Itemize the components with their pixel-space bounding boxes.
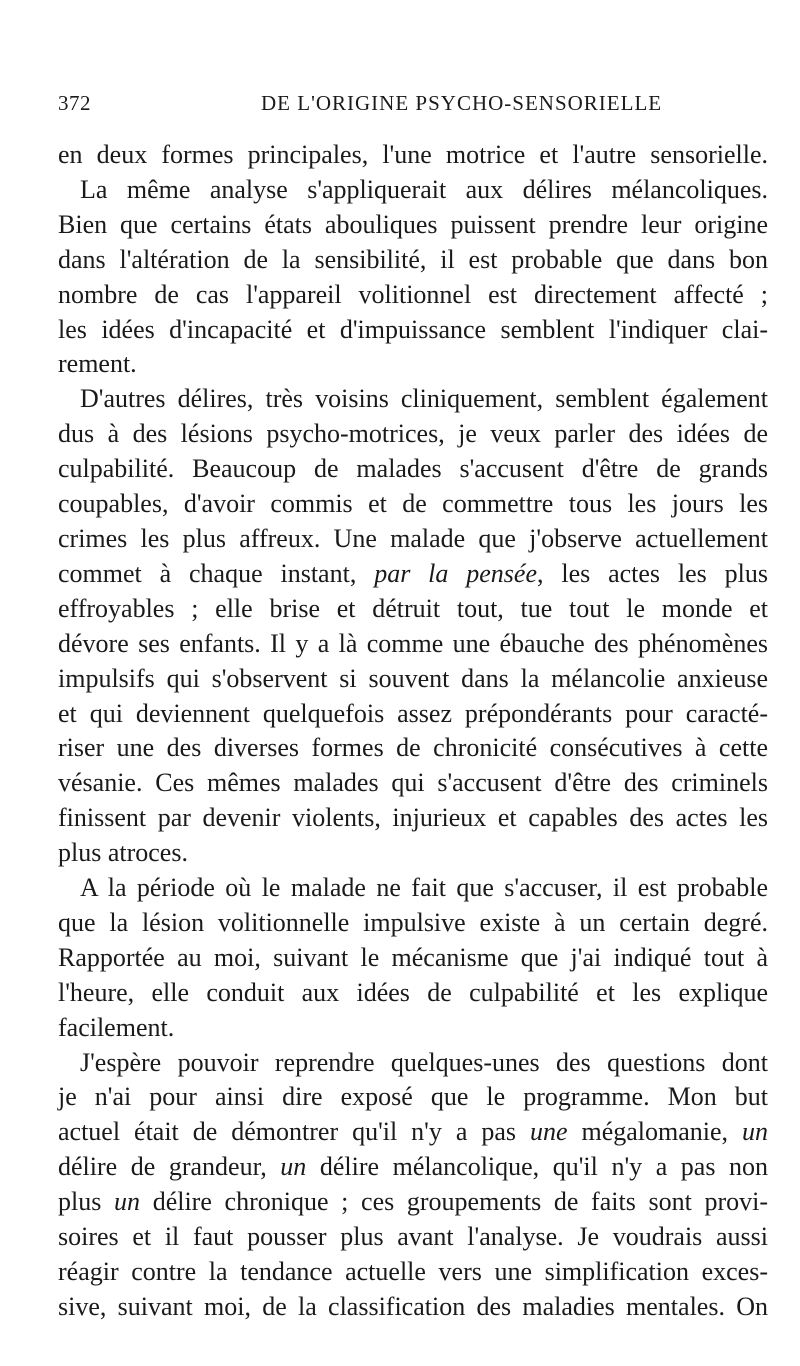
- text-line: A la période où le malade ne fait que s'accuser, il est probable: [80, 873, 768, 903]
- text-fragment: mégalomanie,: [581, 1117, 729, 1147]
- paragraph-2: [58, 173, 768, 382]
- text-line: coupables, d'avoir commis et de commettre tous les jours les: [58, 489, 768, 519]
- text-line: [58, 1150, 768, 1185]
- text-line: Rapportée au moi, suivant le mécanisme que j'ai indiqué tout à: [58, 942, 768, 972]
- italic-word: une: [529, 1117, 568, 1147]
- text-line: sive, suivant moi, de la classification des maladies mentales. On: [58, 1291, 768, 1321]
- text-line: je n'ai pour ainsi dire exposé que le programme. Mon but: [58, 1082, 768, 1112]
- italic-word: un: [114, 1187, 141, 1217]
- text-line: l'heure, elle conduit aux idées de culpabilité et les explique: [58, 977, 768, 1007]
- running-title: DE L'ORIGINE PSYCHO-SENSORIELLE: [261, 91, 663, 115]
- text-line: réagir contre la tendance actuelle vers une simplification exces-: [58, 1257, 768, 1286]
- text-fragment: commet à chaque instant,: [58, 558, 357, 588]
- text-line: [58, 1115, 768, 1150]
- text-line: impulsifs qui s'observent si souvent dans la mélancolie anxieuse: [58, 663, 768, 693]
- text-fragment: actuel était de démontrer qu'il n'y a pas: [58, 1117, 516, 1147]
- paragraph-5: [58, 1046, 768, 1325]
- text-line: La même analyse s'appliquerait aux délires mélancoliques.: [80, 174, 768, 204]
- italic-word: un: [280, 1152, 307, 1182]
- body-text: [58, 138, 768, 1325]
- text-fragment: , les actes les plus: [536, 558, 768, 588]
- text-line: dus à des lésions psycho-motrices, je veux parler des idées de: [58, 419, 768, 449]
- text-line: effroyables ; elle brise et détruit tout, tue tout le monde et: [58, 593, 768, 623]
- page-number: 372: [58, 91, 91, 115]
- text-line: riser une des diverses formes de chronicité consécutives à cette: [58, 733, 768, 763]
- text-fragment: délire de grandeur,: [58, 1152, 267, 1182]
- text-line: finissent par devenir violents, injurieux et capables des actes les: [58, 803, 768, 833]
- paragraph-3: [58, 382, 768, 871]
- text-fragment: délire chronique ; ces groupements de faits sont provi-: [152, 1187, 769, 1217]
- text-line: en deux formes principales, l'une motrice et l'autre sensorielle.: [58, 140, 768, 169]
- text-line: D'autres délires, très voisins cliniquement, semblent également: [80, 384, 768, 414]
- paragraph-4: [58, 871, 768, 1046]
- text-line: plus atroces.: [58, 838, 188, 868]
- text-line: dans l'altération de la sensibilité, il est probable que dans bon: [58, 244, 768, 274]
- text-line: Bien que certains états abouliques puissent prendre leur origine: [58, 209, 768, 239]
- text-line: rement.: [58, 349, 137, 379]
- text-line: culpabilité. Beaucoup de malades s'accusent d'être de grands: [58, 454, 768, 484]
- text-fragment: délire mélancolique, qu'il n'y a pas non: [319, 1152, 769, 1182]
- text-line: facilement.: [58, 1012, 175, 1042]
- italic-phrase: par la pensée: [374, 558, 537, 588]
- page-header: [58, 88, 768, 118]
- text-line: soires et il faut pousser plus avant l'analyse. Je voudrais aussi: [58, 1222, 768, 1252]
- text-line: J'espère pouvoir reprendre quelques-unes des questions dont: [80, 1047, 768, 1077]
- text-line: dévore ses enfants. Il y a là comme une ébauche des phénomènes: [58, 628, 768, 658]
- text-line: et qui deviennent quelquefois assez prépondérants pour caracté-: [58, 698, 768, 728]
- text-line: vésanie. Ces mêmes malades qui s'accusent d'être des criminels: [58, 768, 768, 798]
- text-line: que la lésion volitionnelle impulsive existe à un certain degré.: [58, 907, 768, 937]
- text-line: crimes les plus affreux. Une malade que j'observe actuellement: [58, 523, 768, 553]
- text-fragment: plus: [58, 1187, 102, 1217]
- text-line: les idées d'incapacité et d'impuissance semblent l'indiquer clai-: [58, 314, 768, 344]
- text-line: nombre de cas l'appareil volitionnel est directement affecté ;: [58, 279, 768, 309]
- text-line: [58, 1185, 768, 1220]
- text-line: [58, 557, 768, 592]
- paragraph-1: [58, 138, 768, 173]
- italic-word: un: [742, 1117, 769, 1147]
